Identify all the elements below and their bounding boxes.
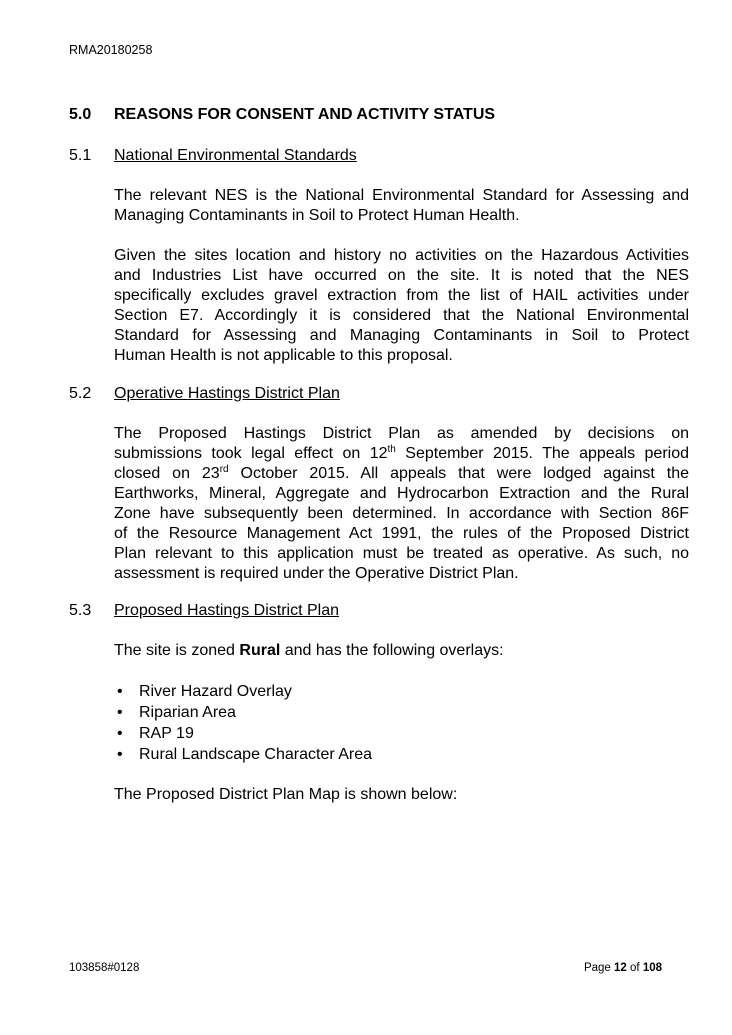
bullet-icon: • xyxy=(117,725,123,742)
list-item: • RAP 19 xyxy=(117,725,194,742)
bullet-icon: • xyxy=(117,746,123,763)
current-page: 12 xyxy=(614,962,627,974)
text-line: The relevant NES is the National Environmental Standard for Assessing and xyxy=(114,187,689,204)
zone-name: Rural xyxy=(239,642,281,659)
footer-page-number: Page 12 of 108 xyxy=(583,962,662,974)
paragraph-zoning xyxy=(114,641,689,661)
text-line: and Industries List have occurred on the site. It is noted that the NES xyxy=(114,267,689,284)
list-item: • Rural Landscape Character Area xyxy=(117,746,373,763)
total-pages: 108 xyxy=(642,962,662,974)
subsection-number: 5.3 xyxy=(69,602,92,619)
text-line: Managing Contaminants in Soil to Protect Human Health. xyxy=(114,207,520,224)
bullet-icon: • xyxy=(117,704,123,721)
text-line: of the Resource Management Act 1991, the rules of the Proposed District xyxy=(114,525,689,542)
text-line: specifically excludes gravel extraction from the list of HAIL activities under xyxy=(114,287,689,304)
overlay-list xyxy=(114,681,372,765)
section-title: REASONS FOR CONSENT AND ACTIVITY STATUS xyxy=(114,106,496,123)
text-line: closed on 23rd October 2015. All appeals that were lodged against the xyxy=(114,464,690,482)
list-item: • River Hazard Overlay xyxy=(117,683,292,700)
bullet-icon: • xyxy=(117,683,123,700)
list-item: • Riparian Area xyxy=(117,704,236,721)
text-line: Plan relevant to this application must be treated as operative. As such, no xyxy=(114,545,689,562)
section-heading xyxy=(69,106,495,124)
paragraph-nes-assessment xyxy=(114,246,689,366)
text-line: Given the sites location and history no activities on the Hazardous Activities xyxy=(114,247,689,264)
text-line: Earthworks, Mineral, Aggregate and Hydrocarbon Extraction and the Rural xyxy=(114,485,689,502)
text-line: Section E7. Accordingly it is considered that the National Environmental xyxy=(114,307,689,324)
section-number: 5.0 xyxy=(69,106,92,123)
text-line: The Proposed Hastings District Plan as amended by decisions on xyxy=(114,425,689,442)
footer-document-id: 103858#0128 xyxy=(69,962,140,974)
document-reference: RMA20180258 xyxy=(69,43,153,57)
text-line: assessment is required under the Operative District Plan. xyxy=(114,565,519,582)
text-line: Human Health is not applicable to this proposal. xyxy=(114,347,453,364)
ordinal-suffix: rd xyxy=(219,464,229,475)
text-line: The Proposed District Plan Map is shown below: xyxy=(114,786,458,803)
text-line: Zone have subsequently been determined. In accordance with Section 86F xyxy=(114,505,689,522)
text-line: submissions took legal effect on 12th September 2015. The appeals period xyxy=(114,444,689,462)
text-line: Standard for Assessing and Managing Contaminants in Soil to Protect xyxy=(114,327,689,344)
subsection-number: 5.2 xyxy=(69,385,92,402)
subsection-title: National Environmental Standards xyxy=(114,147,357,164)
subsection-heading-5-3 xyxy=(69,602,339,620)
subsection-title: Proposed Hastings District Plan xyxy=(114,602,339,619)
subsection-number: 5.1 xyxy=(69,147,92,164)
subsection-title: Operative Hastings District Plan xyxy=(114,385,340,402)
subsection-heading-5-2 xyxy=(69,385,340,403)
ordinal-suffix: th xyxy=(387,444,396,455)
paragraph-map-intro xyxy=(114,785,689,805)
text-line: The site is zoned Rural and has the following overlays: xyxy=(114,642,504,659)
paragraph-nes-intro xyxy=(114,186,689,226)
subsection-heading-5-1 xyxy=(69,147,357,165)
paragraph-operative-plan xyxy=(114,424,689,584)
